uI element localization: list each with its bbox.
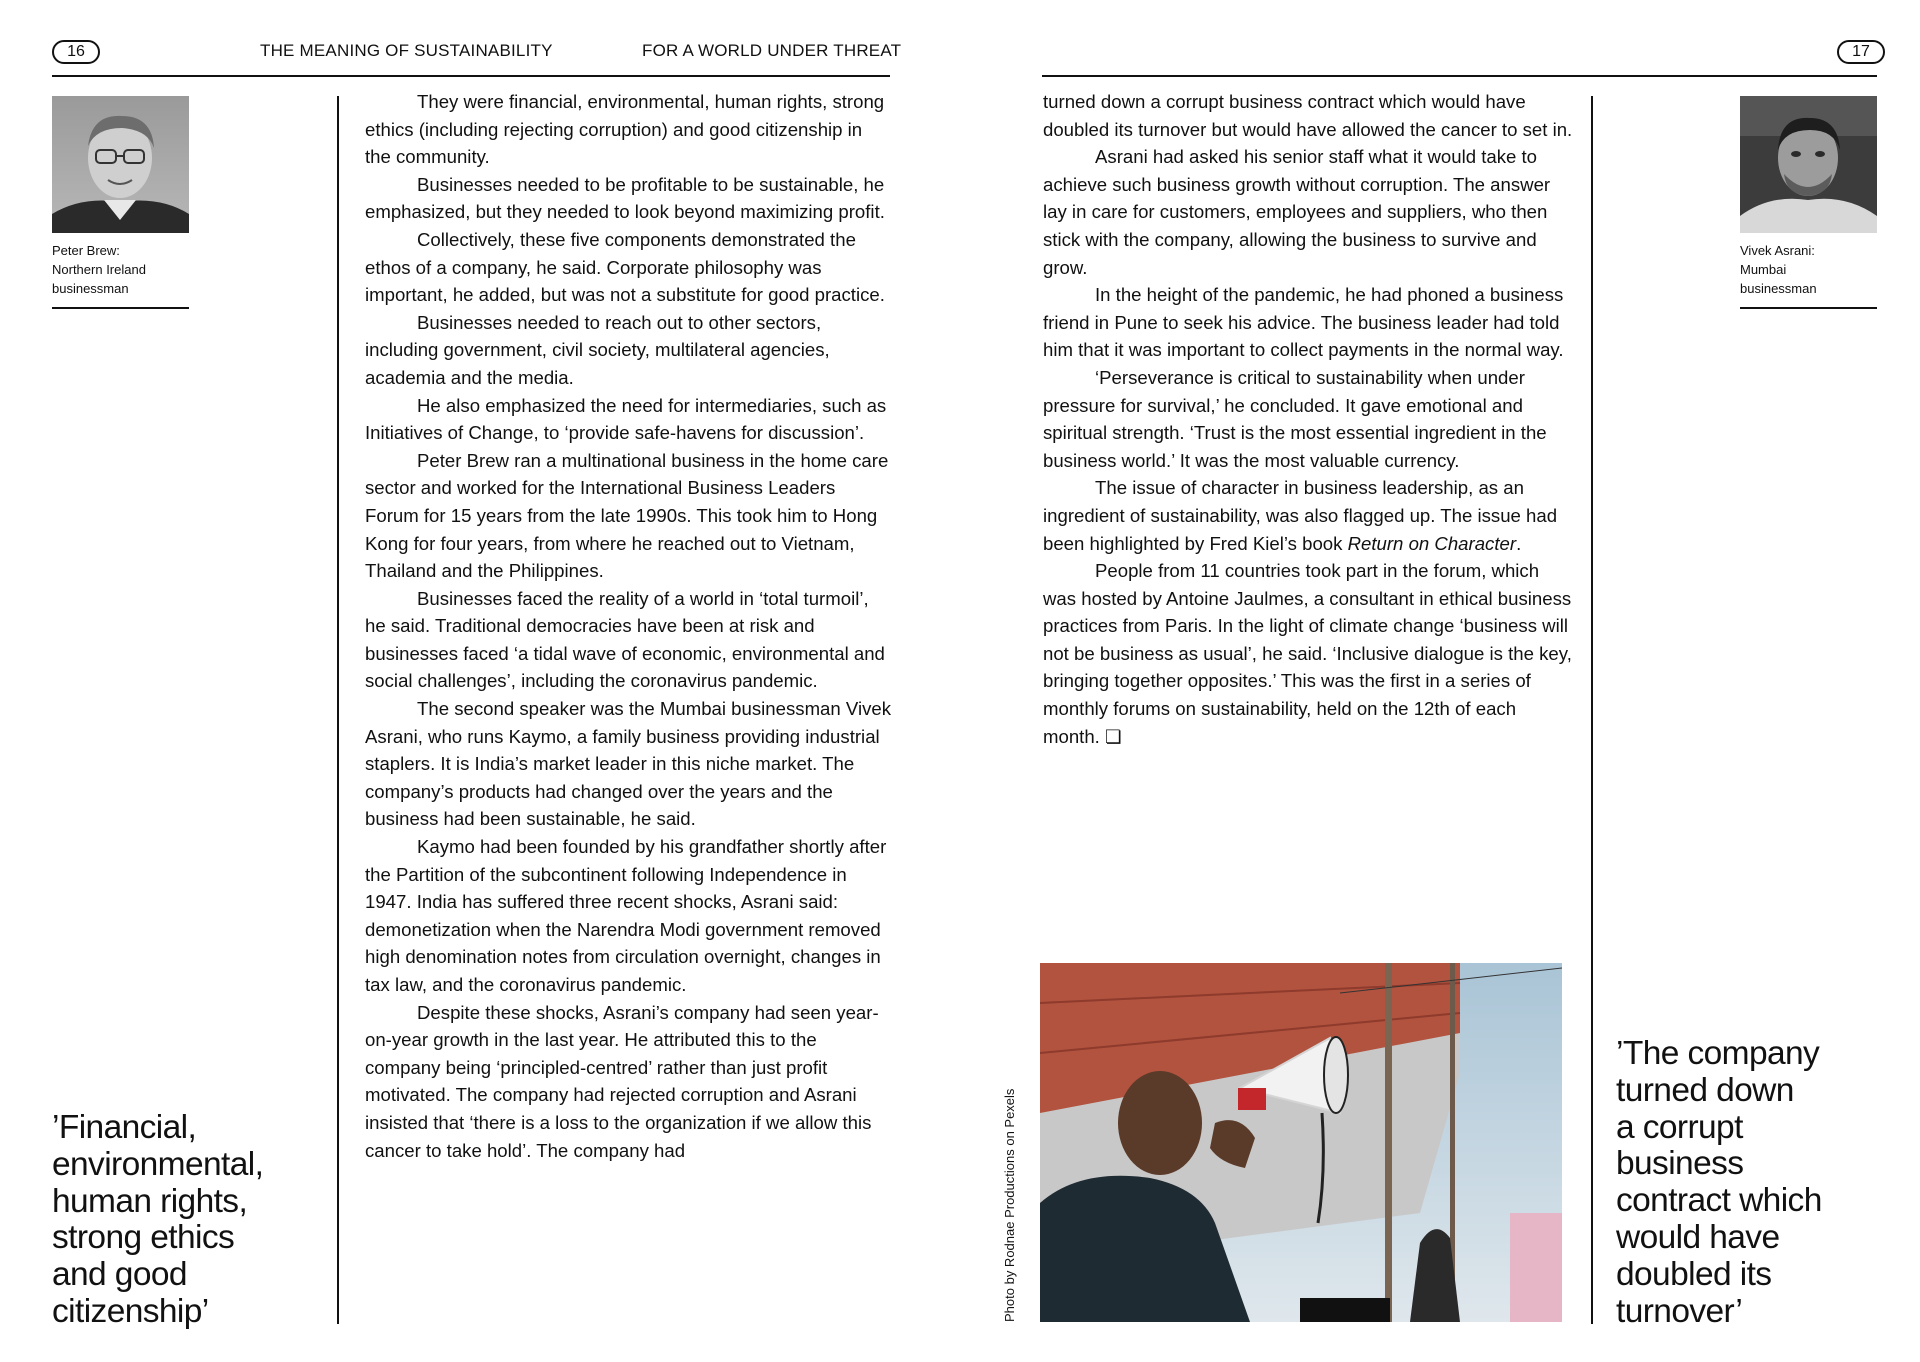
paragraph: Businesses needed to be profitable to be sustainable, he emphasized, but they needed to look beyond maximizing profit. [365,173,885,223]
paragraph: Peter Brew ran a multinational business in the home care sector and worked for the International Business Leaders Forum for 15 years from the late 1990s. This took him to Hong Kong for four years, from where he reached out to Vietnam, Thailand and the Philippines. [365,449,889,582]
portrait-vivek-asrani [1740,96,1877,233]
paragraph: In the height of the pandemic, he had phoned a business friend in Pune to seek his advice. The business leader had told him that it was important to collect payments in the normal way. [1043,284,1564,361]
pull-quote-line: a corrupt [1616,1108,1743,1146]
header-rule-right [1042,75,1877,77]
left-page-number: 16 [52,40,100,64]
pull-quote-line: turnover’ [1616,1292,1743,1330]
paragraph: Businesses needed to reach out to other sectors, including government, civil society, multilateral agencies, academia and the media. [365,311,830,388]
caption-line: Peter Brew: [52,243,120,258]
caption-peter-brew [52,241,192,298]
right-body-column [1043,88,1573,750]
paragraph: Businesses faced the reality of a world in ‘total turmoil’, he said. Traditional democracies have been at risk and businesses faced ‘a tidal wave of economic, environmental and social challenges’, including the coronavirus pandemic. [365,587,885,692]
paragraph: Kaymo had been founded by his grandfather shortly after the Partition of the subcontinent following Independence in 1947. India has suffered three recent shocks, Asrani said: demonetization when the Narendra Modi government removed high denomination notes from circulation overnight, changes in tax law, and the coronavirus pandemic. [365,836,887,995]
paragraph: People from 11 countries took part in the forum, which was hosted by Antoine Jaulmes, a consultant in ethical business practices from Paris. In the light of climate change ‘business will not be business as usual’, he said. ‘Inclusive dialogue is the key, bringing together opposites.’ This was the first in a series of monthly forums on sustainability, held on the 12th of each month. ❏ [1043,560,1572,747]
protest-photo [1040,963,1562,1322]
pull-quote-left [52,1110,263,1331]
pull-quote-line: and good [52,1256,187,1294]
caption-vivek-asrani [1740,241,1880,298]
caption-line: businessman [52,281,129,296]
paragraph-text: The issue of character in business leadership, as an ingredient of sustainability, was also flagged up. The issue had been highlighted by Fred Kiel’s book [1043,477,1558,554]
pull-quote-line: would have [1616,1218,1780,1256]
right-page-number: 17 [1837,40,1885,64]
portrait-peter-brew [52,96,189,233]
header-rule-left [52,75,890,77]
paragraph: They were financial, environmental, human rights, strong ethics (including rejecting corruption) and good citizenship in the community. [365,91,885,168]
caption-rule-right [1740,307,1877,309]
book-title: Return on Character [1347,532,1517,554]
pull-quote-line: environmental, [52,1145,264,1183]
column-divider-left [337,96,339,1324]
paragraph [1043,474,1573,557]
paragraph: Despite these shocks, Asrani’s company had seen year-on-year growth in the last year. He attributed this to the company being ‘principled-centred’ rather than just profit motivated. The company had rejected corruption and Asrani insisted that ‘there is a loss to the organization if we allow this cancer to take hold’. The company had [365,1001,879,1161]
caption-line: Northern Ireland [52,262,146,277]
photo-credit: Photo by Rodnae Productions on Pexels [1002,1088,1017,1322]
paragraph: He also emphasized the need for intermediaries, such as Initiatives of Change, to ‘provide safe-havens for discussion’. [365,394,887,444]
pull-quote-line: ’The company [1616,1035,1820,1072]
paragraph: turned down a corrupt business contract which would have doubled its turnover but would have allowed the cancer to set in. [1043,91,1573,140]
pull-quote-line: doubled its [1616,1255,1772,1293]
pull-quote-line: contract which [1616,1182,1822,1220]
pull-quote-line: ’Financial, [52,1109,197,1146]
column-divider-right [1591,96,1593,1324]
running-title-right: FOR A WORLD UNDER THREAT [642,41,902,60]
paragraph: Asrani had asked his senior staff what it would take to achieve such business growth without corruption. The answer lay in care for customers, employees and suppliers, who then stick with the company, allowing the business to survive and grow. [1043,146,1551,278]
pull-quote-line: citizenship’ [52,1292,209,1330]
paragraph-text: . [1516,532,1522,554]
pull-quote-line: business [1616,1145,1744,1183]
paragraph: The second speaker was the Mumbai businessman Vivek Asrani, who runs Kaymo, a family business providing industrial staplers. It is India’s market leader in this niche market. The company’s products had changed over the years and the business had been sustainable, he said. [365,698,892,830]
caption-line: Mumbai [1740,262,1787,277]
running-title-left: THE MEANING OF SUSTAINABILITY [260,41,553,60]
pull-quote-line: strong ethics [52,1219,235,1257]
left-body-column [365,88,893,1164]
caption-line: Vivek Asrani: [1740,243,1815,258]
caption-rule-left [52,307,189,309]
pull-quote-line: turned down [1616,1071,1794,1109]
caption-line: businessman [1740,281,1817,296]
pull-quote-right [1616,1036,1822,1330]
pull-quote-line: human rights, [52,1182,248,1220]
paragraph: ‘Perseverance is critical to sustainability when under pressure for survival,’ he concluded. It gave emotional and spiritual strength. ‘Trust is the most essential ingredient in the business world.’ It was the most valuable currency. [1043,366,1547,471]
paragraph: Collectively, these five components demonstrated the ethos of a company, he said. Corporate philosophy was important, he added, but was not a substitute for good practice. [365,228,885,306]
